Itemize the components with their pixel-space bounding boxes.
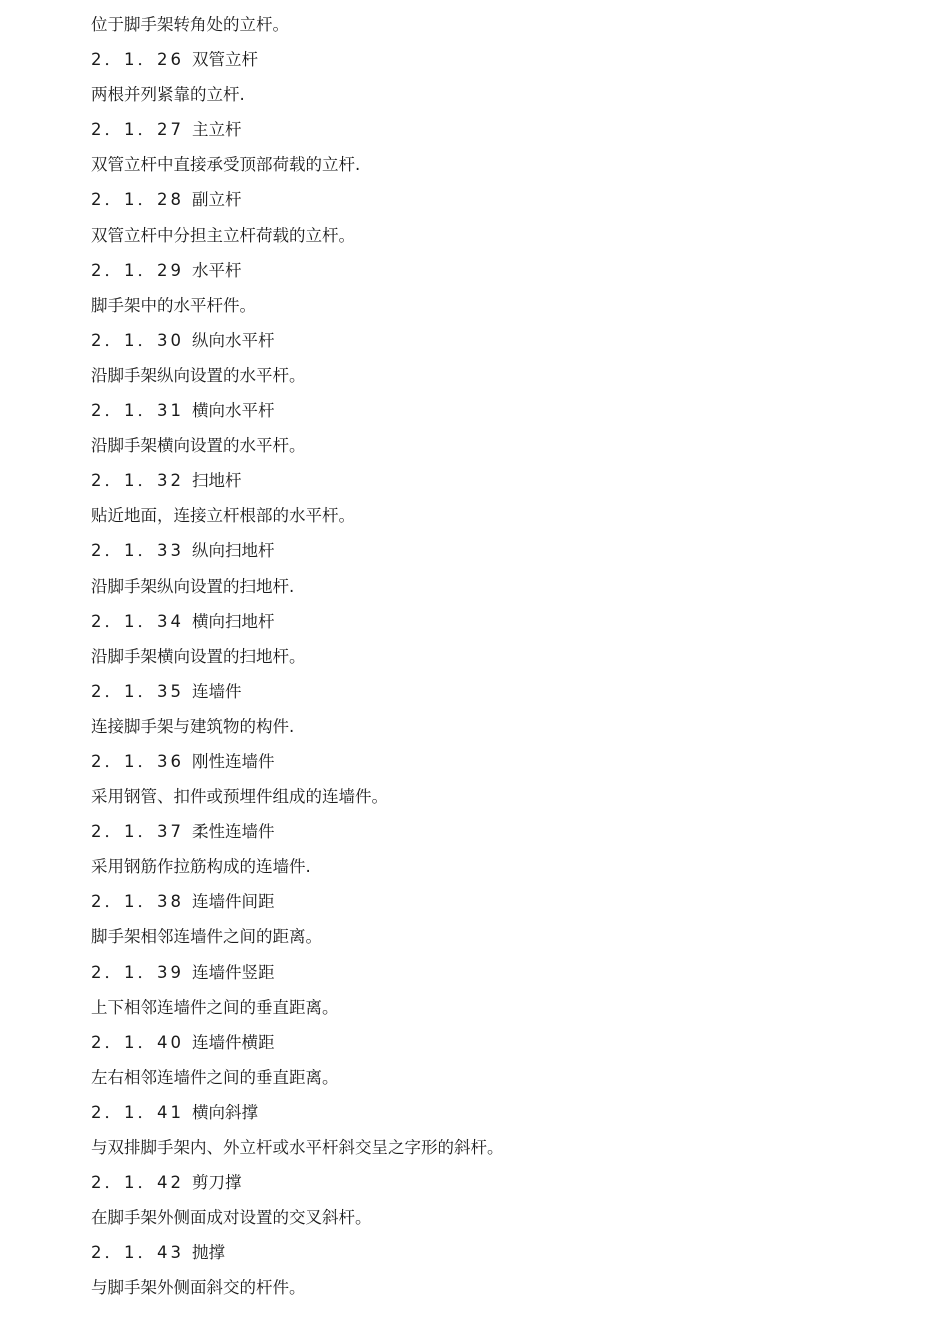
term-name: 柔性连墙件 [192, 822, 275, 842]
glossary-entry [91, 1165, 871, 1235]
term-heading [91, 112, 871, 147]
term-definition: 沿脚手架横向设置的扫地杆。 [91, 646, 306, 666]
term-definition: 脚手架相邻连墙件之间的距离。 [91, 927, 322, 947]
glossary-entry [91, 604, 871, 674]
term-name: 连墙件 [192, 681, 242, 701]
term-heading [91, 253, 871, 288]
term-name: 剪刀撑 [192, 1173, 242, 1193]
glossary-entry [91, 182, 871, 252]
term-definition: 贴近地面，连接立杆根部的水平杆。 [91, 506, 355, 526]
term-number: 2．1．32 [91, 471, 184, 491]
term-number: 2．1．42 [91, 1173, 184, 1193]
term-definition: 上下相邻连墙件之间的垂直距离。 [91, 997, 339, 1017]
glossary-entry [91, 884, 871, 954]
term-number: 2．1．35 [91, 681, 184, 701]
intro-definition: 位于脚手架转角处的立杆。 [91, 15, 289, 34]
term-heading [91, 884, 871, 919]
glossary-entry [91, 42, 871, 112]
glossary-entry [91, 463, 871, 533]
term-name: 纵向水平杆 [192, 330, 275, 350]
term-heading [91, 463, 871, 498]
term-definition: 连接脚手架与建筑物的构件. [91, 716, 295, 736]
glossary-entry [91, 955, 871, 1025]
term-name: 副立杆 [192, 190, 242, 210]
term-definition: 在脚手架外侧面成对设置的交叉斜杆。 [91, 1208, 372, 1228]
glossary-entry [91, 674, 871, 744]
term-definition: 采用钢管、扣件或预埋件组成的连墙件。 [91, 787, 388, 807]
term-name: 水平杆 [192, 260, 242, 280]
term-heading [91, 604, 871, 639]
term-number: 2．1．39 [91, 962, 184, 982]
term-name: 扫地杆 [192, 471, 242, 491]
term-heading [91, 1235, 871, 1270]
term-heading [91, 182, 871, 217]
glossary-entry [91, 1025, 871, 1095]
term-number: 2．1．43 [91, 1243, 184, 1263]
term-number: 2．1．34 [91, 611, 184, 631]
term-definition: 与脚手架外侧面斜交的杆件。 [91, 1278, 306, 1298]
glossary-entry [91, 323, 871, 393]
term-number: 2．1．41 [91, 1102, 184, 1122]
term-definition: 双管立杆中直接承受顶部荷载的立杆. [91, 155, 361, 175]
glossary-entry [91, 1095, 871, 1165]
term-definition: 与双排脚手架内、外立杆或水平杆斜交呈之字形的斜杆。 [91, 1138, 504, 1157]
term-name: 连墙件竖距 [192, 962, 275, 982]
term-definition: 两根并列紧靠的立杆. [91, 85, 245, 105]
term-heading [91, 323, 871, 358]
term-definition: 双管立杆中分担主立杆荷载的立杆。 [91, 225, 355, 245]
glossary-entry [91, 814, 871, 884]
term-number: 2．1．28 [91, 190, 184, 210]
term-name: 主立杆 [192, 120, 242, 140]
glossary-entry [91, 1235, 871, 1305]
term-number: 2．1．37 [91, 822, 184, 842]
term-number: 2．1．26 [91, 50, 184, 70]
term-heading [91, 814, 871, 849]
term-number: 2．1．29 [91, 260, 184, 280]
glossary-entry [91, 744, 871, 814]
term-number: 2．1．36 [91, 751, 184, 771]
term-heading [91, 533, 871, 568]
term-name: 双管立杆 [192, 50, 258, 70]
term-heading [91, 674, 871, 709]
term-definition: 沿脚手架纵向设置的扫地杆. [91, 576, 295, 596]
term-name: 刚性连墙件 [192, 751, 275, 771]
term-name: 横向扫地杆 [192, 611, 275, 631]
term-definition: 采用钢筋作拉筋构成的连墙件. [91, 857, 311, 877]
term-name: 抛撑 [192, 1243, 225, 1263]
term-number: 2．1．27 [91, 120, 184, 140]
term-name: 纵向扫地杆 [192, 541, 275, 561]
term-definition: 脚手架中的水平杆件。 [91, 295, 256, 315]
term-heading [91, 42, 871, 77]
glossary-entry [91, 112, 871, 182]
term-name: 横向斜撑 [192, 1102, 258, 1122]
term-name: 连墙件横距 [192, 1032, 275, 1052]
term-name: 横向水平杆 [192, 401, 275, 421]
glossary-entry [91, 253, 871, 323]
term-number: 2．1．40 [91, 1032, 184, 1052]
glossary-entry [91, 393, 871, 463]
term-number: 2．1．33 [91, 541, 184, 561]
term-heading [91, 744, 871, 779]
term-heading [91, 955, 871, 990]
term-heading [91, 1025, 871, 1060]
term-number: 2．1．31 [91, 401, 184, 421]
term-name: 连墙件间距 [192, 892, 275, 912]
glossary-entry [91, 533, 871, 603]
term-definition: 左右相邻连墙件之间的垂直距离。 [91, 1067, 339, 1087]
term-definition: 沿脚手架横向设置的水平杆。 [91, 436, 306, 456]
term-heading [91, 1095, 871, 1130]
term-definition: 沿脚手架纵向设置的水平杆。 [91, 365, 306, 385]
term-heading [91, 393, 871, 428]
term-number: 2．1．30 [91, 330, 184, 350]
term-heading [91, 1165, 871, 1200]
term-number: 2．1．38 [91, 892, 184, 912]
glossary-content [91, 7, 871, 1305]
